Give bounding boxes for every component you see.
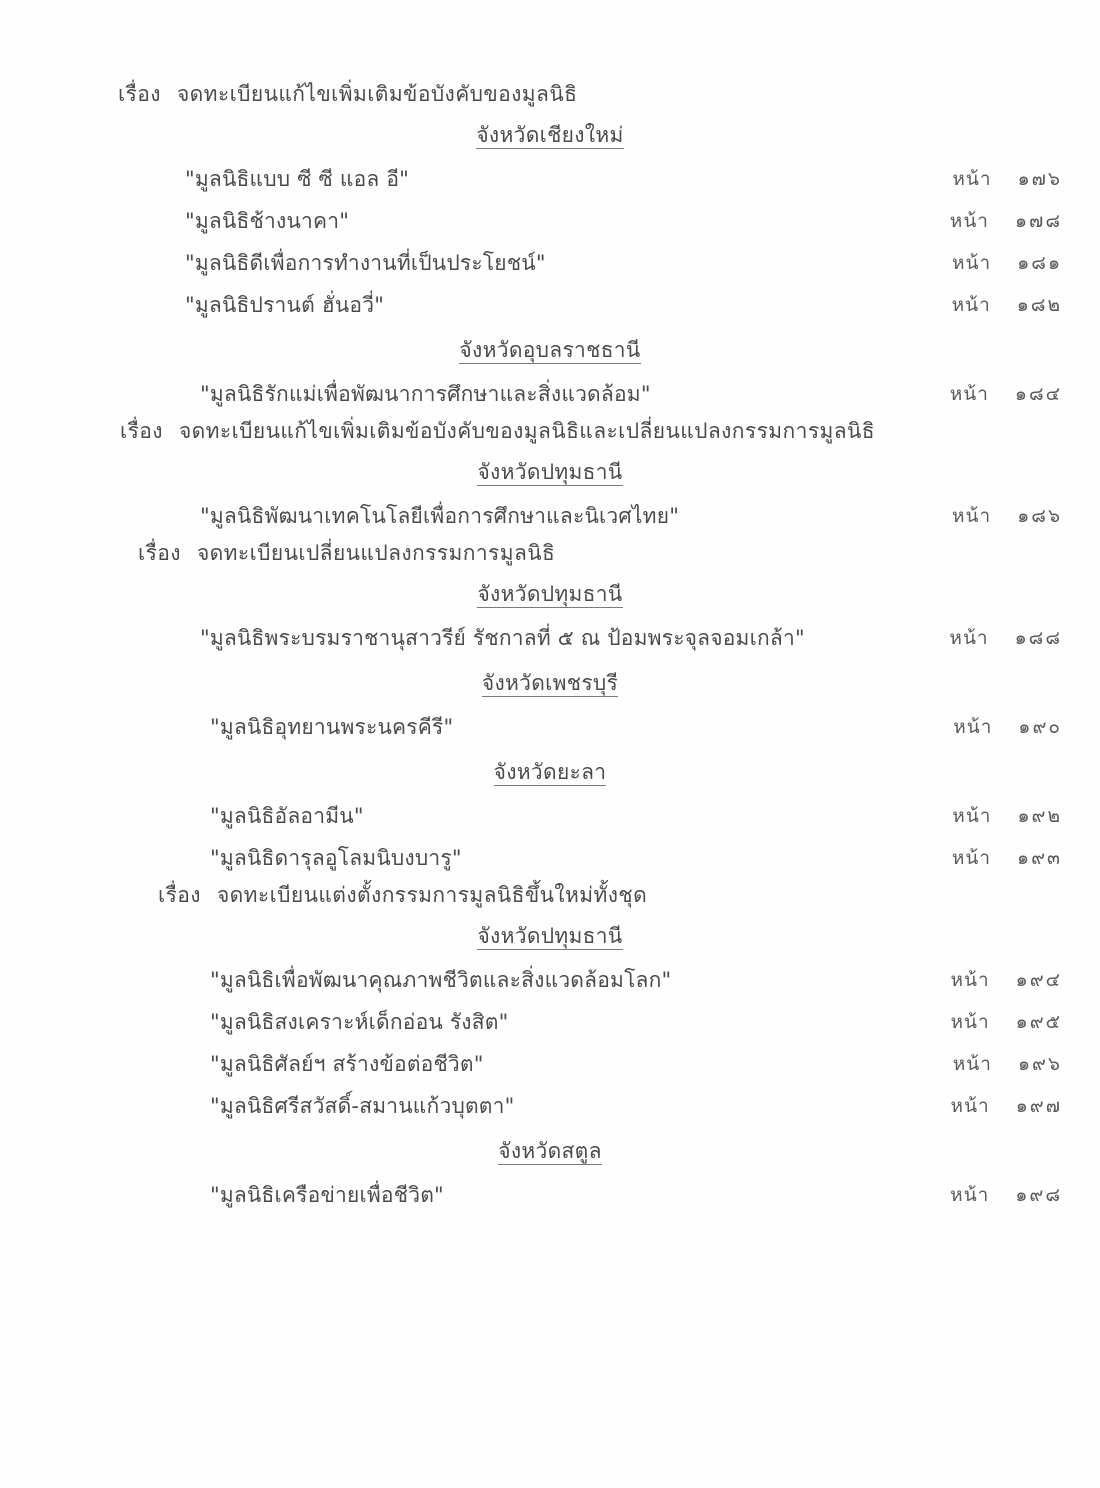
province-heading [0,667,1100,700]
page-label: หน้า [951,294,991,316]
province-heading-text: จังหวัดอุบลราชธานี [459,338,641,362]
toc-entry-title: "มูลนิธิเพื่อพัฒนาคุณภาพชีวิตและสิ่งแวดล้อมโลก" [210,968,672,992]
subject-text: จดทะเบียนแต่งตั้งกรรมการมูลนิธิขึ้นใหม่ทั้งชุด [216,883,648,907]
page-number: ๑๙๕ [1015,1011,1062,1033]
page-label: หน้า [949,627,989,649]
toc-entry-pageref [950,959,1062,1001]
page-number: ๑๗๘ [1014,210,1062,232]
toc-entry-pageref [952,495,1062,537]
toc-entry-pageref [949,617,1062,659]
subject-text: จดทะเบียนเปลี่ยนแปลงกรรมการมูลนิธิ [196,541,556,565]
toc-entry-title: "มูลนิธิรักแม่เพื่อพัฒนาการศึกษาและสิ่งแวดล้อม" [200,382,651,406]
toc-entry[interactable] [0,373,1100,415]
page-number: ๑๙๖ [1017,1053,1062,1075]
province-heading-text: จังหวัดปทุมธานี [477,460,623,484]
province-heading-text: จังหวัดยะลา [493,760,607,784]
page-label: หน้า [950,1095,990,1117]
toc-entry-pageref [953,1043,1062,1085]
page-label: หน้า [952,505,992,527]
toc-entry[interactable] [0,1085,1100,1127]
page-number: ๑๘๒ [1016,294,1062,316]
toc-entry-pageref [953,706,1062,748]
page-label: หน้า [949,383,989,405]
toc-entry[interactable] [0,495,1100,537]
page-number: ๑๘๘ [1014,627,1062,649]
toc-entry-title: "มูลนิธิพัฒนาเทคโนโลยีเพื่อการศึกษาและนิเวศไทย" [200,504,680,528]
province-heading [0,119,1100,152]
province-heading-text: จังหวัดเชียงใหม่ [476,123,624,147]
toc-entry-title: "มูลนิธิสงเคราะห์เด็กอ่อน รังสิต" [210,1010,509,1034]
toc-entry-title: "มูลนิธิศรีสวัสดิ์-สมานแก้วบุตตา" [210,1094,515,1118]
toc-entry-title: "มูลนิธิปรานต์ ฮั่นอวี่" [185,293,385,317]
page-label: หน้า [950,969,990,991]
page-number: ๑๘๔ [1014,383,1062,405]
province-heading [0,1135,1100,1168]
toc-entry-pageref [950,1174,1062,1216]
toc-entry[interactable] [0,242,1100,284]
province-heading [0,920,1100,953]
page-number: ๑๙๗ [1015,1095,1062,1117]
toc-entry-title: "มูลนิธิพระบรมราชานุสาวรีย์ รัชกาลที่ ๕ ณ ป้อมพระจุลจอมเกล้า" [200,626,805,650]
toc-entry-title: "มูลนิธิอุทยานพระนครคีรี" [210,715,454,739]
subject-line [0,78,1100,111]
province-heading-text: จังหวัดเพชรบุรี [481,671,619,695]
province-heading-text: จังหวัดปทุมธานี [477,924,623,948]
toc-entry-pageref [950,1001,1062,1043]
toc-entry-title: "มูลนิธิเครือข่ายเพื่อชีวิต" [210,1183,444,1207]
subject-label: เรื่อง [158,883,201,907]
page-number: ๑๙๔ [1015,969,1062,991]
toc-entry-pageref [952,242,1062,284]
toc-entry[interactable] [0,200,1100,242]
page-label: หน้า [951,847,992,869]
toc-entry-title: "มูลนิธิดารุลอูโลมนิบงบารู" [210,846,462,870]
page-label: หน้า [950,1011,990,1033]
subject-label: เรื่อง [118,82,161,106]
toc-entry-title: "มูลนิธิแบบ ซี ซี แอล อี" [185,167,410,191]
toc-entry-title: "มูลนิธิดีเพื่อการทำงานที่เป็นประโยชน์" [185,251,546,275]
page-number: ๑๙๘ [1015,1184,1062,1206]
subject-text: จดทะเบียนแก้ไขเพิ่มเติมข้อบังคับของมูลนิธิ [176,82,578,106]
page-number: ๑๙๓ [1017,847,1062,869]
page-number: ๑๘๑ [1017,252,1062,274]
toc-entry[interactable] [0,1174,1100,1216]
toc-entry-pageref [950,200,1062,242]
subject-line [0,537,1100,570]
page-number: ๑๙๐ [1018,716,1062,738]
subject-label: เรื่อง [120,419,163,443]
toc-entry[interactable] [0,706,1100,748]
toc-entry[interactable] [0,1001,1100,1043]
toc-entry-title: "มูลนิธิศัลย์ฯ สร้างข้อต่อชีวิต" [210,1052,484,1076]
toc-entry[interactable] [0,617,1100,659]
toc-entry[interactable] [0,158,1100,200]
page-label: หน้า [949,210,989,232]
toc-entry[interactable] [0,795,1100,837]
subject-text: จดทะเบียนแก้ไขเพิ่มเติมข้อบังคับของมูลนิธิและเปลี่ยนแปลงกรรมการมูลนิธิ [178,419,875,443]
subject-line [0,415,1100,448]
toc-entry-pageref [952,284,1062,326]
toc-entry-pageref [952,837,1062,879]
toc-entry-title: "มูลนิธิอัลอามีน" [210,804,364,828]
page-label: หน้า [950,1184,990,1206]
page-number: ๑๘๖ [1017,505,1062,527]
toc-entry[interactable] [0,284,1100,326]
toc-entry-pageref [952,158,1062,200]
province-heading [0,456,1100,489]
toc-entry[interactable] [0,959,1100,1001]
toc-entry-title: "มูลนิธิช้างนาคา" [185,209,350,233]
province-heading [0,578,1100,611]
page-number: ๑๗๖ [1017,168,1062,190]
toc-entry-pageref [951,1085,1062,1127]
page-label: หน้า [952,252,992,274]
province-heading [0,334,1100,367]
subject-line [0,879,1100,912]
province-heading [0,756,1100,789]
toc-entry[interactable] [0,837,1100,879]
page-label: หน้า [952,168,992,190]
page-label: หน้า [953,716,993,738]
document-content [0,78,1100,1216]
page-label: หน้า [952,805,992,827]
subject-label: เรื่อง [138,541,181,565]
page-number: ๑๙๒ [1017,805,1062,827]
province-heading-text: จังหวัดปทุมธานี [477,582,623,606]
province-heading-text: จังหวัดสตูล [498,1139,602,1163]
toc-entry[interactable] [0,1043,1100,1085]
page-label: หน้า [952,1053,992,1075]
toc-entry-pageref [950,373,1062,415]
toc-entry-pageref [952,795,1062,837]
